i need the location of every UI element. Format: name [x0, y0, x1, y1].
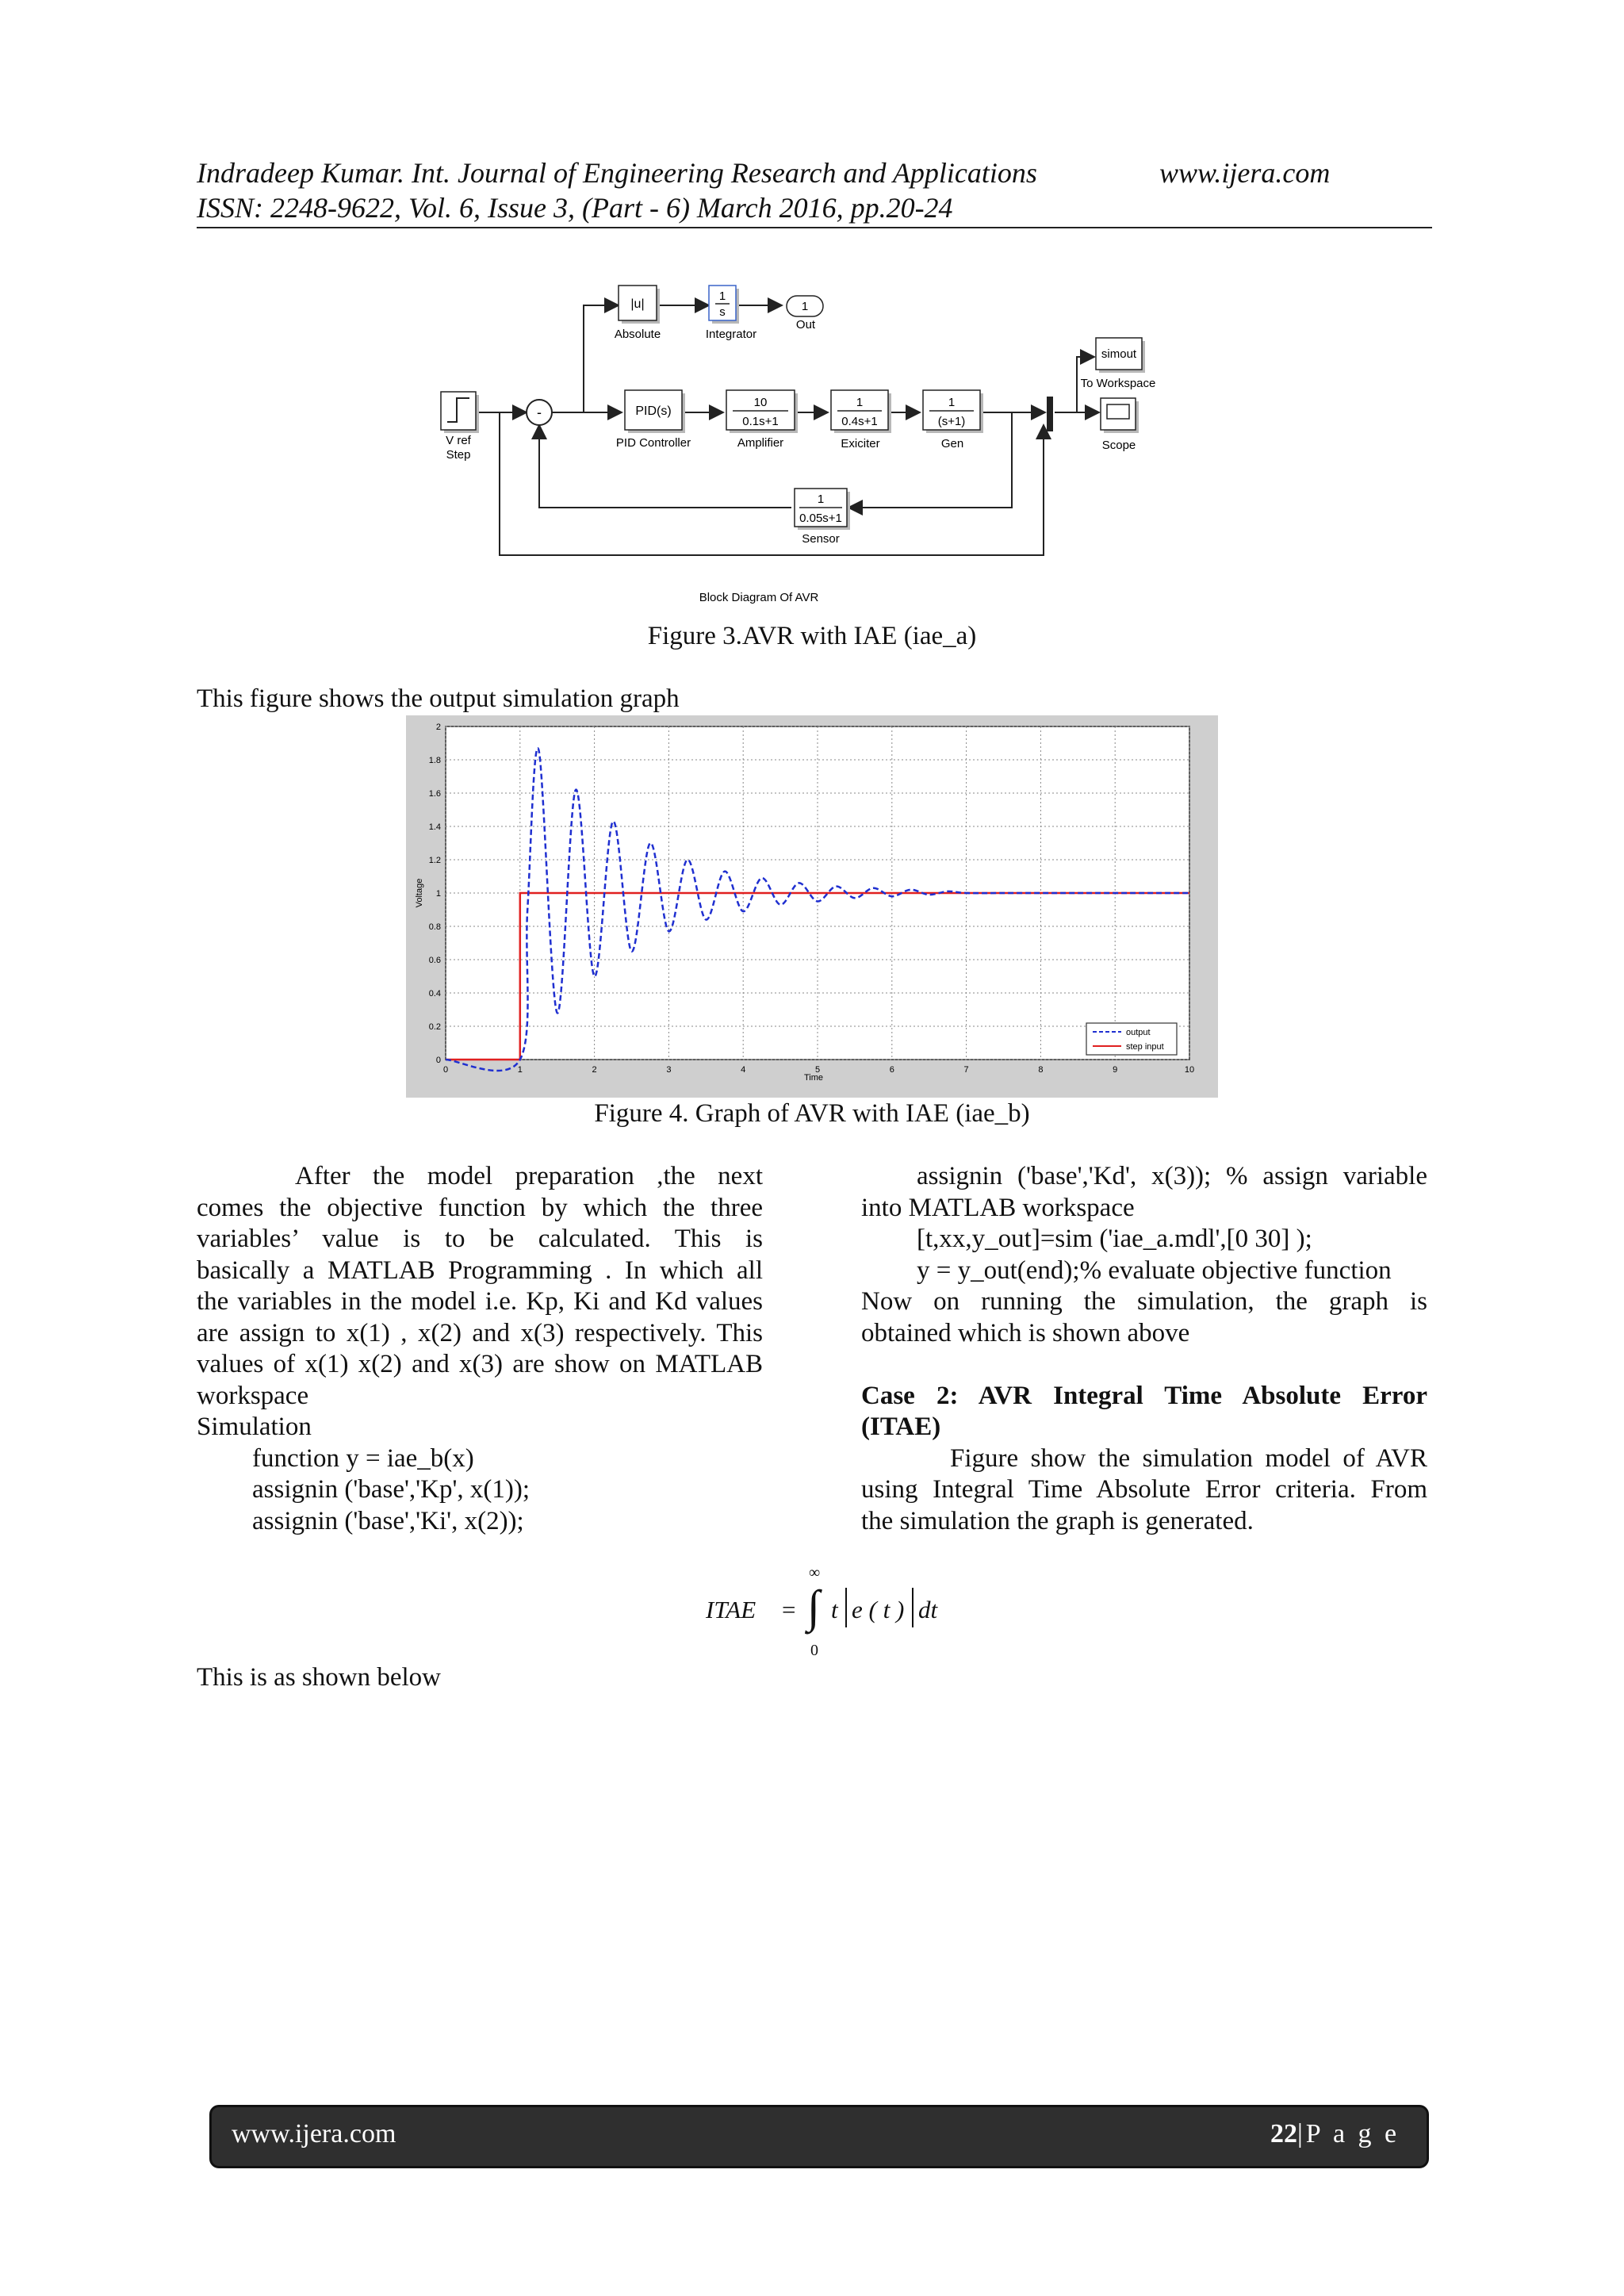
code-line: assignin ('base','Kd', x(3)); % assign variable — [917, 1162, 1427, 1190]
y-tick-label: 0.4 — [428, 989, 441, 999]
equation-lhs: ITAE — [706, 1596, 756, 1623]
svg-text:Absolute: Absolute — [614, 328, 661, 341]
text-line: After the model preparation ,the next — [295, 1162, 763, 1190]
pid-controller-block — [616, 390, 691, 450]
svg-text:PID(s): PID(s) — [635, 404, 672, 418]
svg-text:simout: simout — [1101, 347, 1137, 361]
svg-text:Integrator: Integrator — [705, 328, 757, 341]
exciter-block — [831, 390, 891, 450]
y-tick-label: 2 — [435, 723, 441, 732]
y-tick-label: 1.6 — [428, 789, 441, 799]
text-line: are assign to x(1) , x(2) and x(3) respectively. This — [197, 1318, 763, 1347]
abs-bar-right — [912, 1588, 914, 1627]
code-line: y = y_out(end);% evaluate objective function — [917, 1255, 1392, 1285]
svg-text:1: 1 — [856, 396, 864, 409]
footer-website: www.ijera.com — [232, 2119, 396, 2148]
text-line: values of x(1) x(2) and x(3) are show on MATLAB — [197, 1350, 763, 1378]
section-heading: Case 2: AVR Integral Time Absolute Error — [861, 1381, 1427, 1410]
figure-3-caption: Figure 3.AVR with IAE (iae_a) — [647, 622, 977, 650]
x-tick-label: 4 — [741, 1065, 746, 1075]
x-tick-label: 3 — [666, 1065, 672, 1075]
svg-text:Sensor: Sensor — [802, 532, 840, 546]
chart-legend — [1086, 1023, 1177, 1055]
integral-sign: ∫ — [807, 1581, 820, 1632]
left-column — [197, 1161, 763, 1537]
text-line: Figure show the simulation model of AVR — [950, 1443, 1427, 1473]
mux-block — [1047, 397, 1053, 431]
legend-step-input: step input — [1126, 1042, 1164, 1052]
equation-equals: = — [782, 1596, 796, 1623]
svg-text:Exiciter: Exiciter — [841, 437, 880, 450]
svg-text:Out: Out — [795, 318, 816, 332]
out-port — [787, 296, 823, 332]
amplifier-block — [726, 390, 798, 450]
closing-text: This is as shown below — [197, 1663, 441, 1692]
absolute-block — [615, 286, 661, 341]
svg-text:1: 1 — [718, 289, 726, 303]
y-tick-label: 1.4 — [428, 822, 441, 832]
svg-text:(s+1): (s+1) — [937, 415, 966, 428]
to-workspace-block — [1081, 338, 1156, 390]
y-tick-label: 0.6 — [428, 956, 441, 965]
text-line: obtained which is shown above — [861, 1318, 1190, 1347]
abs-bar-left — [845, 1588, 847, 1627]
y-tick-label: 0 — [435, 1056, 441, 1065]
journal-website: www.ijera.com — [1159, 157, 1331, 189]
svg-text:Step: Step — [446, 448, 471, 462]
x-axis-label: Time — [803, 1073, 824, 1083]
svg-text:PID Controller: PID Controller — [615, 436, 691, 450]
code-line: assignin ('base','Kp', x(1)); — [252, 1475, 530, 1504]
block-diagram — [428, 278, 1189, 619]
x-tick-label: 2 — [592, 1065, 597, 1075]
page-number-value: 22 — [1270, 2119, 1297, 2148]
svg-text:0.05s+1: 0.05s+1 — [799, 512, 842, 525]
page-number — [1270, 2119, 1400, 2149]
x-tick-label: 8 — [1038, 1065, 1044, 1075]
x-tick-label: 9 — [1113, 1065, 1118, 1075]
svg-text:To Workspace: To Workspace — [1080, 377, 1156, 390]
output-chart — [406, 715, 1218, 1098]
itae-equation — [698, 1564, 952, 1667]
intro-text: This figure shows the output simulation graph — [197, 684, 680, 713]
text-line: Now on running the simulation, the graph is — [861, 1287, 1427, 1316]
x-tick-label: 7 — [963, 1065, 969, 1075]
scope-block — [1101, 398, 1139, 452]
code-line: assignin ('base','Ki', x(2)); — [252, 1506, 524, 1535]
generator-block — [923, 390, 983, 450]
integrator-block — [706, 286, 756, 341]
equation-error: e ( t ) — [852, 1596, 905, 1623]
svg-text:Scope: Scope — [1101, 439, 1136, 452]
diagram-title: Block Diagram Of AVR — [699, 591, 819, 604]
text-line: Simulation — [197, 1412, 312, 1441]
svg-text:V ref: V ref — [446, 434, 471, 447]
x-tick-label: 1 — [517, 1065, 523, 1075]
svg-text:Gen: Gen — [940, 437, 964, 450]
text-line: the variables in the model i.e. Kp, Ki and Kd values — [197, 1287, 763, 1316]
svg-text:Amplifier: Amplifier — [737, 436, 784, 450]
text-line: the simulation the graph is generated. — [861, 1506, 1254, 1535]
y-tick-label: 1.8 — [428, 756, 441, 765]
figure-4-caption: Figure 4. Graph of AVR with IAE (iae_b) — [594, 1099, 1030, 1128]
x-tick-label: 5 — [814, 1065, 821, 1075]
issn-line: ISSN: 2248-9622, Vol. 6, Issue 3, (Part - 6) March 2016, pp.20-24 — [197, 192, 953, 224]
text-line: variables’ value is to be calculated. This is — [197, 1225, 763, 1253]
equation-t: t — [831, 1596, 838, 1623]
y-tick-label: 1.2 — [428, 856, 441, 865]
x-tick-label: 10 — [1184, 1065, 1195, 1075]
text-line: basically a MATLAB Programming . In which all — [197, 1255, 763, 1285]
text-line: into MATLAB workspace — [861, 1193, 1135, 1222]
y-tick-label: 1 — [435, 889, 441, 899]
integral-upper-limit: ∞ — [809, 1564, 821, 1581]
step-block — [441, 392, 479, 462]
right-column — [861, 1161, 1427, 1537]
y-tick-label: 0.2 — [428, 1022, 441, 1032]
svg-text:1: 1 — [817, 493, 825, 506]
equation-dt: dt — [918, 1596, 938, 1623]
sum-junction — [527, 400, 552, 425]
header-rule — [197, 227, 1432, 228]
text-line: using Integral Time Absolute Error criteria. From — [861, 1475, 1427, 1504]
text-line: workspace — [197, 1381, 309, 1410]
svg-text:0.4s+1: 0.4s+1 — [841, 415, 878, 428]
text-line: comes the objective function by which the three — [197, 1193, 763, 1222]
x-tick-label: 0 — [442, 1065, 449, 1075]
legend-output: output — [1126, 1028, 1151, 1037]
section-heading-cont: (ITAE) — [861, 1412, 941, 1441]
svg-text:s: s — [719, 305, 726, 319]
y-axis-label: Voltage — [415, 878, 424, 908]
code-line: [t,xx,y_out]=sim ('iae_a.mdl',[0 30] ); — [917, 1225, 1312, 1253]
journal-header: Indradeep Kumar. Int. Journal of Engineering Research and Applications — [197, 157, 1037, 189]
svg-text:0.1s+1: 0.1s+1 — [742, 415, 779, 428]
x-tick-label: 6 — [889, 1065, 894, 1075]
sensor-block — [795, 489, 850, 546]
code-line: function y = iae_b(x) — [252, 1443, 474, 1473]
svg-text:|u|: |u| — [630, 297, 645, 311]
svg-text:-: - — [537, 404, 542, 420]
svg-text:10: 10 — [753, 396, 768, 409]
svg-text:1: 1 — [801, 300, 809, 313]
page-label: |P a g e — [1297, 2119, 1400, 2148]
blank-line — [861, 1349, 1427, 1381]
integral-lower-limit: 0 — [810, 1642, 818, 1659]
y-tick-label: 0.8 — [428, 922, 441, 932]
svg-text:1: 1 — [948, 396, 956, 409]
